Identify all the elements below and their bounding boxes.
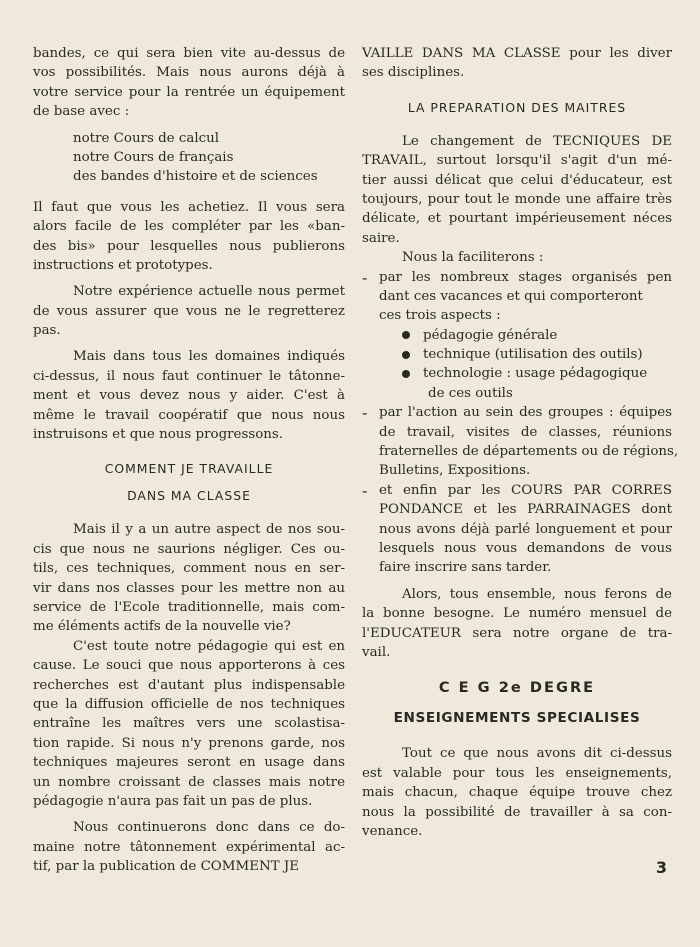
text-line: vail. (362, 644, 391, 660)
text-line: toujours, pour tout le monde une affaire très (362, 191, 672, 207)
text-line: votre service pour la rentrée un équipement (33, 84, 345, 100)
text-line: recherches est d'autant plus indispensable (33, 677, 345, 693)
paragraph (362, 44, 672, 83)
text-line: tion rapide. Si nous n'y prenons garde, nos (33, 735, 345, 751)
paragraph (362, 744, 672, 841)
list-item (362, 268, 672, 326)
text-line: dant ces vacances et qui comporteront (379, 288, 643, 304)
text-line: de base avec : (33, 104, 130, 120)
text-line: PONDANCE et les PARRAINAGES dont (379, 502, 672, 518)
paragraph (33, 818, 345, 876)
bullet-text: technologie : usage pédagogique (423, 366, 648, 382)
text-line: techniques majeures seront en usage dans (33, 755, 345, 771)
text-line: ces trois aspects : (379, 308, 501, 324)
text-line: Nous la faciliterons : (402, 250, 544, 266)
bullet-text: pédagogie générale (423, 327, 558, 343)
bullet-icon (402, 370, 410, 378)
paragraph (33, 282, 345, 340)
text-line: lesquels nous vous demandons de vous (379, 540, 672, 556)
text-line: un nombre croissant de classes mais notre (33, 774, 345, 790)
text-line: Mais dans tous les domaines indiqués (73, 349, 345, 365)
text-line: de ces outils (428, 385, 513, 401)
dash-marker: - (362, 267, 368, 287)
text-line: l'EDUCATEUR sera notre organe de tra- (362, 625, 672, 641)
section-heading: C E G 2e DEGRE (438, 679, 596, 697)
text-line: TRAVAIL, surtout lorsqu'il s'agit d'un mé- (362, 153, 672, 169)
section-heading: ENSEIGNEMENTS SPECIALISES (393, 710, 641, 727)
text-line: nous la possibilité de travailler à sa con- (362, 804, 672, 820)
paragraph (33, 520, 345, 636)
text-line: pédagogie n'aura pas fait un pas de plus. (33, 793, 313, 809)
text-line: Il faut que vous les achetiez. Il vous sera (33, 199, 345, 215)
bullet-icon (402, 351, 410, 359)
text-line: ci-dessus, il nous faut continuer le tâtonne- (33, 368, 345, 384)
text-line: nous avons déjà parlé longuement et pour (379, 521, 672, 537)
text-line: est valable pour tous les enseignements, (362, 765, 672, 781)
list-item: des bandes d'histoire et de sciences (73, 169, 318, 185)
bullet-list (362, 326, 672, 404)
text-line: me éléments actifs de la nouvelle vie? (33, 619, 291, 635)
left-column (33, 44, 345, 876)
text-line: Le changement de TECNIQUES DE (402, 133, 672, 149)
text-line: bandes, ce qui sera bien vite au-dessus de (33, 46, 345, 61)
text-line: vir dans nos classes pour les mettre non au (33, 580, 345, 596)
bullet-icon (402, 331, 410, 339)
text-line: maine notre tâtonnement expérimental ac- (33, 839, 345, 855)
text-line: vos possibilités. Mais nous aurons déjà à (33, 65, 345, 81)
text-line: Notre expérience actuelle nous permet (73, 284, 345, 300)
text-line: faire inscrire sans tarder. (379, 560, 552, 576)
text-line: fraternelles de départements ou de régions, (379, 444, 679, 460)
text-line: service de l'Ecole traditionnelle, mais com- (33, 599, 345, 615)
text-line: de travail, visites de classes, réunions (379, 424, 672, 440)
text-line: par les nombreux stages organisés pen (379, 269, 672, 285)
right-column (362, 44, 679, 841)
text-line: saire. (362, 230, 400, 246)
paragraph (33, 44, 345, 122)
bullet-item (362, 345, 672, 364)
list-item (362, 481, 672, 578)
text-line: alors facile de les compléter par les «ban- (33, 219, 345, 235)
text-line: tif, par la publication de COMMENT JE (33, 859, 300, 875)
text-line: de vous assurer que vous ne le regretterez (33, 303, 345, 319)
text-line: tils, ces techniques, comment nous en ser- (33, 561, 345, 577)
text-line: Mais il y a un autre aspect de nos sou- (73, 522, 345, 538)
text-line: des bis» pour lesquelles nous publierons (33, 238, 345, 254)
dash-marker: - (362, 403, 368, 423)
paragraph (33, 198, 345, 276)
text-line: venance. (362, 823, 423, 839)
text-line: la bonne besogne. Le numéro mensuel de (362, 606, 672, 622)
text-line: Nous continuerons donc dans ce do- (73, 820, 345, 836)
section-heading: COMMENT JE TRAVAILLE (104, 461, 274, 477)
text-line: délicate, et pourtant impérieusement néces (362, 211, 672, 227)
dash-marker: - (362, 480, 368, 500)
text-line: mais chacun, chaque équipe trouve chez (362, 785, 672, 801)
text-line: Alors, tous ensemble, nous ferons de (402, 586, 672, 602)
text-line: instruisons et que nous progressons. (33, 427, 284, 443)
text-line: et enfin par les COURS PAR CORRES (379, 482, 672, 498)
bullet-item (362, 326, 672, 345)
section-heading: LA PREPARATION DES MAITRES (407, 99, 627, 115)
text-line: entraîne les maîtres vers une scolastisa- (33, 716, 345, 732)
list-item (362, 403, 679, 481)
text-line: tier aussi délicat que celui d'éducateur, est (362, 172, 672, 188)
text-line: par l'action au sein des groupes : équipes (379, 405, 672, 421)
text-line: Tout ce que nous avons dit ci-dessus (402, 746, 672, 762)
bullet-text: technique (utilisation des outils) (423, 347, 643, 363)
text-line: que la diffusion officielle de nos techniques (33, 696, 345, 712)
text-line: ses disciplines. (362, 65, 465, 81)
page-number: 3 (655, 858, 667, 877)
text-line: ment et vous devez nous y aider. C'est à (33, 388, 345, 404)
text-line: cis que nous ne saurions négliger. Ces ou- (33, 541, 345, 557)
text-line: C'est toute notre pédagogie qui est en (73, 638, 345, 654)
list-item: notre Cours de calcul (73, 130, 220, 146)
text-line: VAILLE DANS MA CLASSE pour les diver (362, 46, 672, 61)
text-line: cause. Le souci que nous apporterons à ces (33, 658, 345, 674)
text-line: pas. (33, 323, 61, 339)
paragraph (362, 132, 672, 248)
paragraph (33, 637, 345, 812)
paragraph (362, 585, 672, 663)
list-item: notre Cours de français (73, 149, 234, 165)
text-line: même le travail coopératif que nous nous (33, 407, 345, 423)
equipment-list (33, 129, 345, 187)
text-line: instructions et prototypes. (33, 257, 213, 273)
bullet-item (362, 364, 672, 383)
section-heading: DANS MA CLASSE (127, 488, 251, 504)
text-line: Bulletins, Expositions. (379, 463, 531, 479)
paragraph (33, 347, 345, 444)
